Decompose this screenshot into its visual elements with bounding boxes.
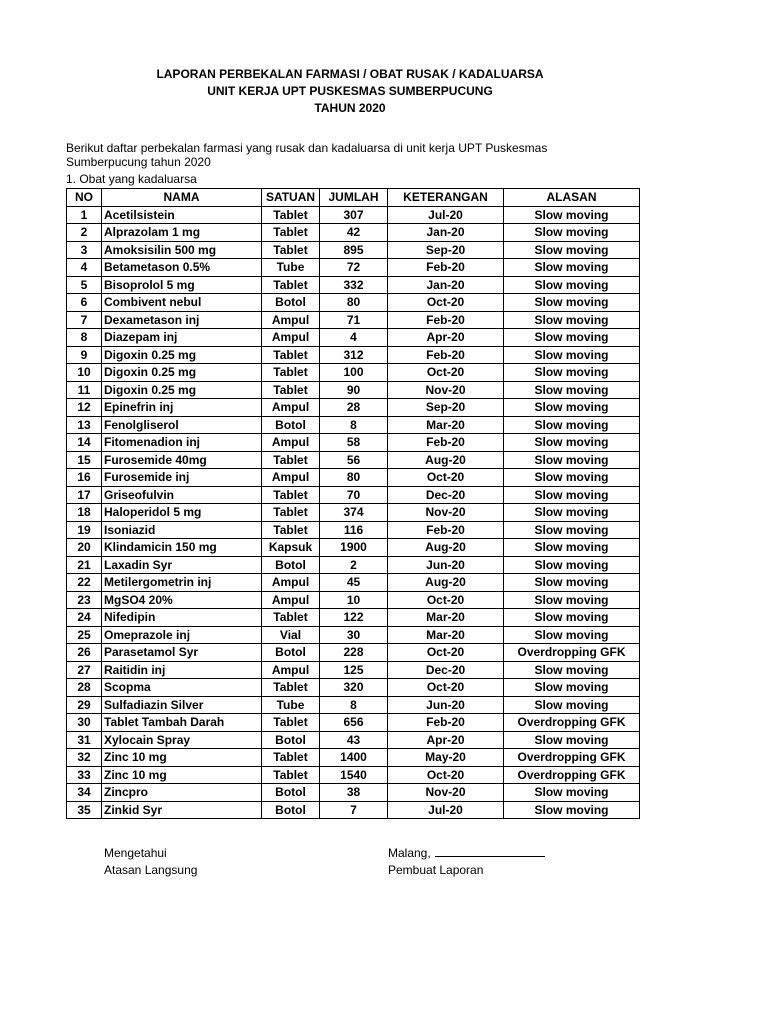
drug-name-cell: Xylocain Spray [102,731,262,749]
expiry-date-cell: Aug-20 [388,574,504,592]
approval-block [104,845,197,879]
unit-cell: Tablet [262,609,320,627]
table-row [67,609,640,627]
table-row [67,224,640,242]
table-row [67,364,640,382]
reason-cell: Overdropping GFK [504,644,640,662]
table-row [67,206,640,224]
table-row [67,241,640,259]
unit-cell: Botol [262,556,320,574]
table-row [67,801,640,819]
row-number-cell: 3 [67,241,102,259]
reason-cell: Slow moving [504,416,640,434]
table-row [67,434,640,452]
row-number-cell: 12 [67,399,102,417]
row-number-cell: 6 [67,294,102,312]
quantity-cell: 45 [320,574,388,592]
table-row [67,766,640,784]
expiry-date-cell: Apr-20 [388,731,504,749]
table-row [67,644,640,662]
row-number-cell: 14 [67,434,102,452]
drug-name-cell: Digoxin 0.25 mg [102,381,262,399]
expiry-date-cell: Jan-20 [388,276,504,294]
reason-cell: Slow moving [504,609,640,627]
table-row [67,749,640,767]
expiry-date-cell: Dec-20 [388,661,504,679]
unit-cell: Tablet [262,714,320,732]
reason-cell: Slow moving [504,504,640,522]
expiry-date-cell: Aug-20 [388,451,504,469]
row-number-cell: 34 [67,784,102,802]
reason-cell: Slow moving [504,259,640,277]
table-header-row [67,189,640,207]
reason-cell: Overdropping GFK [504,749,640,767]
drug-name-cell: Laxadin Syr [102,556,262,574]
intro-line-2: Sumberpucung tahun 2020 [66,155,211,169]
row-number-cell: 33 [67,766,102,784]
row-number-cell: 29 [67,696,102,714]
supervisor-label: Atasan Langsung [104,863,198,877]
year-title: TAHUN 2020 [314,101,386,115]
drug-name-cell: Zinc 10 mg [102,749,262,767]
unit-cell: Tablet [262,206,320,224]
unit-cell: Ampul [262,574,320,592]
table-row [67,504,640,522]
reason-cell: Slow moving [504,784,640,802]
reason-cell: Slow moving [504,539,640,557]
drug-name-cell: Sulfadiazin Silver [102,696,262,714]
unit-cell: Tablet [262,224,320,242]
row-number-cell: 16 [67,469,102,487]
quantity-cell: 122 [320,609,388,627]
header-no: NO [67,189,102,207]
drug-name-cell: Acetilsistein [102,206,262,224]
reason-cell: Slow moving [504,224,640,242]
quantity-cell: 895 [320,241,388,259]
drug-name-cell: Amoksisilin 500 mg [102,241,262,259]
table-row [67,329,640,347]
reason-cell: Slow moving [504,731,640,749]
drug-name-cell: Digoxin 0.25 mg [102,346,262,364]
drug-name-cell: Scopma [102,679,262,697]
expiry-date-cell: Oct-20 [388,766,504,784]
drug-name-cell: Klindamicin 150 mg [102,539,262,557]
quantity-cell: 1900 [320,539,388,557]
document-header [60,66,640,117]
unit-cell: Ampul [262,399,320,417]
quantity-cell: 2 [320,556,388,574]
expiry-date-cell: Jul-20 [388,801,504,819]
reason-cell: Slow moving [504,626,640,644]
table-row [67,311,640,329]
expiry-date-cell: Jan-20 [388,224,504,242]
expired-drugs-table [66,188,640,819]
row-number-cell: 32 [67,749,102,767]
drug-name-cell: Betametason 0.5% [102,259,262,277]
place-label: Malang, [388,846,431,860]
unit-title: UNIT KERJA UPT PUSKESMAS SUMBERPUCUNG [207,84,493,98]
row-number-cell: 23 [67,591,102,609]
unit-cell: Tablet [262,451,320,469]
date-line [388,845,545,862]
reason-cell: Slow moving [504,241,640,259]
row-number-cell: 11 [67,381,102,399]
row-number-cell: 20 [67,539,102,557]
drug-name-cell: Epinefrin inj [102,399,262,417]
drug-name-cell: Furosemide 40mg [102,451,262,469]
reason-cell: Overdropping GFK [504,766,640,784]
reason-cell: Slow moving [504,276,640,294]
row-number-cell: 13 [67,416,102,434]
section-heading: 1. Obat yang kadaluarsa [66,172,197,186]
table-row [67,731,640,749]
reason-cell: Slow moving [504,206,640,224]
unit-cell: Tube [262,696,320,714]
expiry-date-cell: Feb-20 [388,521,504,539]
row-number-cell: 30 [67,714,102,732]
reason-cell: Slow moving [504,329,640,347]
table-row [67,486,640,504]
table-row [67,784,640,802]
drug-name-cell: Diazepam inj [102,329,262,347]
intro-paragraph [66,141,606,169]
row-number-cell: 9 [67,346,102,364]
drug-name-cell: Raitidin inj [102,661,262,679]
table-row [67,626,640,644]
drug-name-cell: Omeprazole inj [102,626,262,644]
drug-name-cell: Bisoprolol 5 mg [102,276,262,294]
table-row [67,539,640,557]
unit-cell: Botol [262,416,320,434]
row-number-cell: 2 [67,224,102,242]
drug-name-cell: Dexametason inj [102,311,262,329]
quantity-cell: 320 [320,679,388,697]
unit-cell: Ampul [262,434,320,452]
expiry-date-cell: Mar-20 [388,609,504,627]
quantity-cell: 4 [320,329,388,347]
unit-cell: Ampul [262,311,320,329]
expiry-date-cell: Mar-20 [388,416,504,434]
expiry-date-cell: Feb-20 [388,346,504,364]
row-number-cell: 8 [67,329,102,347]
expiry-date-cell: Apr-20 [388,329,504,347]
expiry-date-cell: Oct-20 [388,469,504,487]
row-number-cell: 10 [67,364,102,382]
unit-cell: Botol [262,801,320,819]
row-number-cell: 4 [67,259,102,277]
quantity-cell: 38 [320,784,388,802]
table-row [67,661,640,679]
row-number-cell: 22 [67,574,102,592]
table-row [67,346,640,364]
quantity-cell: 80 [320,469,388,487]
unit-cell: Botol [262,644,320,662]
row-number-cell: 5 [67,276,102,294]
unit-cell: Tablet [262,486,320,504]
drug-name-cell: Isoniazid [102,521,262,539]
drug-name-cell: Zincpro [102,784,262,802]
unit-cell: Tablet [262,749,320,767]
reason-cell: Overdropping GFK [504,714,640,732]
row-number-cell: 27 [67,661,102,679]
row-number-cell: 17 [67,486,102,504]
drug-name-cell: Griseofulvin [102,486,262,504]
drug-name-cell: Haloperidol 5 mg [102,504,262,522]
drug-name-cell: Digoxin 0.25 mg [102,364,262,382]
expiry-date-cell: Sep-20 [388,399,504,417]
table-body [67,206,640,819]
table-row [67,696,640,714]
expiry-date-cell: Jul-20 [388,206,504,224]
reason-cell: Slow moving [504,346,640,364]
unit-cell: Ampul [262,661,320,679]
row-number-cell: 15 [67,451,102,469]
unit-cell: Tablet [262,276,320,294]
reason-cell: Slow moving [504,574,640,592]
drug-name-cell: Nifedipin [102,609,262,627]
quantity-cell: 8 [320,696,388,714]
expiry-date-cell: May-20 [388,749,504,767]
quantity-cell: 228 [320,644,388,662]
expiry-date-cell: Mar-20 [388,626,504,644]
table-row [67,556,640,574]
unit-cell: Tube [262,259,320,277]
reason-cell: Slow moving [504,399,640,417]
header-keterangan: KETERANGAN [388,189,504,207]
reason-cell: Slow moving [504,696,640,714]
reason-cell: Slow moving [504,294,640,312]
drug-name-cell: Tablet Tambah Darah [102,714,262,732]
quantity-cell: 58 [320,434,388,452]
table-row [67,416,640,434]
expiry-date-cell: Feb-20 [388,434,504,452]
unit-cell: Tablet [262,381,320,399]
row-number-cell: 24 [67,609,102,627]
date-blank-line [435,845,545,857]
quantity-cell: 312 [320,346,388,364]
header-nama: NAMA [102,189,262,207]
table-row [67,714,640,732]
drug-name-cell: Parasetamol Syr [102,644,262,662]
table-row [67,591,640,609]
expiry-date-cell: Oct-20 [388,679,504,697]
header-jumlah: JUMLAH [320,189,388,207]
row-number-cell: 31 [67,731,102,749]
unit-cell: Kapsuk [262,539,320,557]
table-row [67,679,640,697]
reason-cell: Slow moving [504,451,640,469]
quantity-cell: 1540 [320,766,388,784]
quantity-cell: 70 [320,486,388,504]
drug-name-cell: Fitomenadion inj [102,434,262,452]
unit-cell: Tablet [262,241,320,259]
drug-name-cell: Metilergometrin inj [102,574,262,592]
quantity-cell: 1400 [320,749,388,767]
approval-label: Mengetahui [104,846,167,860]
row-number-cell: 28 [67,679,102,697]
expiry-date-cell: Oct-20 [388,644,504,662]
quantity-cell: 10 [320,591,388,609]
drug-name-cell: Zinkid Syr [102,801,262,819]
row-number-cell: 26 [67,644,102,662]
drug-name-cell: Furosemide inj [102,469,262,487]
table-row [67,381,640,399]
expiry-date-cell: Oct-20 [388,591,504,609]
reason-cell: Slow moving [504,381,640,399]
quantity-cell: 116 [320,521,388,539]
expiry-date-cell: Feb-20 [388,714,504,732]
quantity-cell: 307 [320,206,388,224]
header-alasan: ALASAN [504,189,640,207]
quantity-cell: 72 [320,259,388,277]
unit-cell: Ampul [262,329,320,347]
table-row [67,294,640,312]
header-satuan: SATUAN [262,189,320,207]
drug-name-cell: Alprazolam 1 mg [102,224,262,242]
expiry-date-cell: Jun-20 [388,556,504,574]
reporter-label: Pembuat Laporan [388,863,484,877]
expiry-date-cell: Nov-20 [388,381,504,399]
unit-cell: Tablet [262,364,320,382]
expiry-date-cell: Nov-20 [388,504,504,522]
expiry-date-cell: Feb-20 [388,259,504,277]
reason-cell: Slow moving [504,311,640,329]
quantity-cell: 56 [320,451,388,469]
quantity-cell: 656 [320,714,388,732]
reason-cell: Slow moving [504,469,640,487]
quantity-cell: 42 [320,224,388,242]
reason-cell: Slow moving [504,591,640,609]
quantity-cell: 90 [320,381,388,399]
expiry-date-cell: Oct-20 [388,294,504,312]
quantity-cell: 8 [320,416,388,434]
quantity-cell: 71 [320,311,388,329]
unit-cell: Ampul [262,591,320,609]
drug-name-cell: Combivent nebul [102,294,262,312]
quantity-cell: 43 [320,731,388,749]
report-title: LAPORAN PERBEKALAN FARMASI / OBAT RUSAK / KADALUARSA [156,67,544,81]
expiry-date-cell: Nov-20 [388,784,504,802]
row-number-cell: 21 [67,556,102,574]
reason-cell: Slow moving [504,486,640,504]
table-row [67,259,640,277]
table-row [67,469,640,487]
expiry-date-cell: Oct-20 [388,364,504,382]
reason-cell: Slow moving [504,801,640,819]
expiry-date-cell: Dec-20 [388,486,504,504]
quantity-cell: 80 [320,294,388,312]
quantity-cell: 7 [320,801,388,819]
table-row [67,574,640,592]
unit-cell: Tablet [262,504,320,522]
row-number-cell: 25 [67,626,102,644]
unit-cell: Botol [262,731,320,749]
drug-name-cell: MgSO4 20% [102,591,262,609]
table-row [67,451,640,469]
unit-cell: Ampul [262,469,320,487]
quantity-cell: 28 [320,399,388,417]
table-row [67,399,640,417]
reason-cell: Slow moving [504,521,640,539]
unit-cell: Tablet [262,679,320,697]
quantity-cell: 100 [320,364,388,382]
unit-cell: Botol [262,784,320,802]
unit-cell: Tablet [262,346,320,364]
row-number-cell: 19 [67,521,102,539]
expiry-date-cell: Feb-20 [388,311,504,329]
reason-cell: Slow moving [504,661,640,679]
quantity-cell: 30 [320,626,388,644]
row-number-cell: 1 [67,206,102,224]
unit-cell: Tablet [262,521,320,539]
row-number-cell: 7 [67,311,102,329]
table-row [67,276,640,294]
unit-cell: Vial [262,626,320,644]
unit-cell: Botol [262,294,320,312]
row-number-cell: 18 [67,504,102,522]
reporter-block [388,845,545,879]
row-number-cell: 35 [67,801,102,819]
quantity-cell: 125 [320,661,388,679]
reason-cell: Slow moving [504,679,640,697]
drug-name-cell: Fenolgliserol [102,416,262,434]
expiry-date-cell: Jun-20 [388,696,504,714]
intro-line-1: Berikut daftar perbekalan farmasi yang rusak dan kadaluarsa di unit kerja UPT Puskesmas [66,141,548,155]
drug-name-cell: Zinc 10 mg [102,766,262,784]
quantity-cell: 374 [320,504,388,522]
reason-cell: Slow moving [504,434,640,452]
expiry-date-cell: Aug-20 [388,539,504,557]
reason-cell: Slow moving [504,364,640,382]
expiry-date-cell: Sep-20 [388,241,504,259]
reason-cell: Slow moving [504,556,640,574]
quantity-cell: 332 [320,276,388,294]
table-row [67,521,640,539]
unit-cell: Tablet [262,766,320,784]
